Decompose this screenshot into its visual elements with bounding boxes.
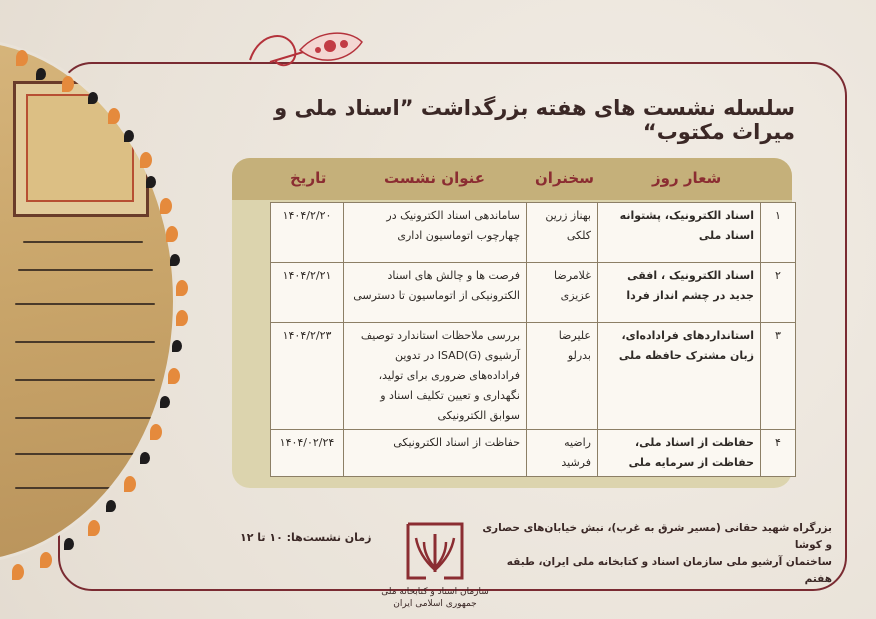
row-speaker: بهناز زرین کلکی (527, 203, 598, 263)
floral-ornament-icon (240, 20, 370, 84)
table-row (271, 323, 796, 430)
header-date: تاریخ (290, 169, 327, 187)
row-slogan: اسناد الکترونیک ، افقی جدید در چشم انداز فردا (598, 263, 761, 323)
venue-address (480, 520, 832, 588)
row-date: ۱۴۰۴/۲/۲۰ (271, 203, 344, 263)
table-row (271, 430, 796, 477)
schedule-table (270, 202, 796, 477)
org-name-line: سازمان اسناد و کتابخانه ملی (381, 587, 489, 597)
row-date: ۱۴۰۴/۰۲/۲۴ (271, 430, 344, 477)
row-slogan: اسناد الکترونیک، پشتوانه اسناد ملی (598, 203, 761, 263)
manuscript-illumination (13, 81, 149, 217)
header-topic: عنوان نشست (384, 169, 485, 187)
organization-logo-icon (404, 520, 466, 582)
row-speaker: غلامرضا عزیزی (527, 263, 598, 323)
row-date: ۱۴۰۴/۲/۲۳ (271, 323, 344, 430)
row-topic: حفاظت از اسناد الکترونیکی (344, 430, 527, 477)
page-title: سلسله نشست های هفته بزرگداشت ”اسناد ملی و میراث مکتوب“ (274, 96, 795, 144)
address-line-1: بزرگراه شهید حقانی (مسیر شرق به غرب)، نبش خیابان‌های حصاری و کوشا (482, 522, 832, 551)
header-speaker: سخنران (535, 169, 594, 187)
row-number: ۴ (761, 430, 796, 477)
org-subtitle-line: جمهوری اسلامی ایران (393, 599, 477, 609)
row-slogan: حفاظت از اسناد ملی، حفاظت از سرمایه ملی (598, 430, 761, 477)
header-slogan: شعار روز (652, 169, 722, 187)
table-row (271, 263, 796, 323)
row-topic: ساماندهی اسناد الکترونیک در چهارچوب اتوماسیون اداری (344, 203, 527, 263)
organization-name (355, 586, 515, 610)
address-line-2: ساختمان آرشیو ملی سازمان اسناد و کتابخانه ملی ایران، طبقه هفتم (506, 556, 832, 585)
session-time: زمان نشست‌ها: ۱۰ تا ۱۲ (240, 531, 372, 544)
row-speaker: علیرضا بدرلو (527, 323, 598, 430)
table-row (271, 203, 796, 263)
row-topic: فرصت ها و چالش های اسناد الکترونیکی از اتوماسیون تا دسترسی (344, 263, 527, 323)
row-slogan: استانداردهای فراداده‌ای، زبان مشترک حافظه ملی (598, 323, 761, 430)
row-number: ۲ (761, 263, 796, 323)
row-speaker: راضیه فرشید (527, 430, 598, 477)
row-number: ۳ (761, 323, 796, 430)
row-number: ۱ (761, 203, 796, 263)
row-topic: بررسی ملاحظات استاندارد توصیف آرشیوی ISAD(G) در تدوین فراداده‌های ضروری برای تولید، نگهداری و تعیین تکلیف اسناد و سوابق الکترونیکی (344, 323, 527, 430)
row-date: ۱۴۰۴/۲/۲۱ (271, 263, 344, 323)
